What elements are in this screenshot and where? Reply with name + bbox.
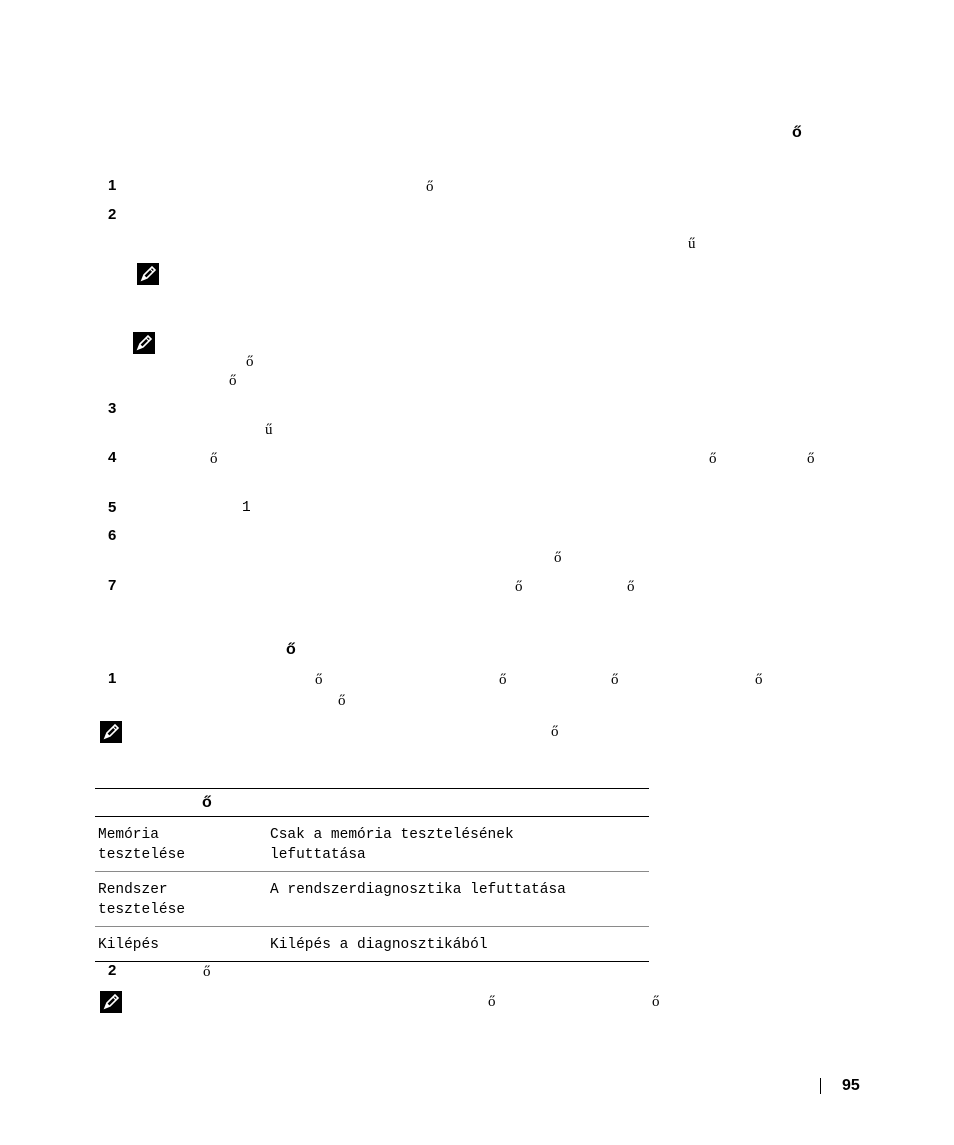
table-row [95, 872, 649, 927]
note-text-glyph: ő [652, 994, 660, 1010]
step-text-code: 1 [242, 500, 251, 516]
step-text-glyph: ő [210, 451, 218, 467]
step-number: 6 [108, 527, 117, 544]
step-text-glyph: ű [688, 236, 696, 252]
note-text-glyph: ő [229, 373, 237, 389]
step-number: 2 [108, 206, 117, 223]
step-number: 1 [108, 177, 117, 194]
step-text-glyph: ő [709, 451, 717, 467]
section-heading-glyph: ő [792, 124, 802, 141]
table-header-row [95, 789, 649, 817]
step-text-glyph: ő [499, 672, 507, 688]
function-cell: Kilépés a diagnosztikából [267, 927, 649, 962]
option-cell: Memória tesztelése [95, 817, 267, 872]
diagnostics-menu-table [95, 788, 649, 962]
note-pencil-icon [100, 721, 122, 743]
step-text-glyph: ő [426, 179, 434, 195]
step-number: 2 [108, 962, 117, 979]
note-text-glyph: ő [551, 724, 559, 740]
step-number: 7 [108, 577, 117, 594]
step-number: 3 [108, 400, 117, 417]
note-pencil-icon [133, 332, 155, 354]
footer-divider [820, 1078, 821, 1094]
step-number: 4 [108, 449, 117, 466]
option-cell: Kilépés [95, 927, 267, 962]
note-text-glyph: ő [488, 994, 496, 1010]
function-cell: A rendszerdiagnosztika lefuttatása [267, 872, 649, 927]
step-text-glyph: ű [265, 422, 273, 438]
step-text-glyph: ő [315, 672, 323, 688]
step-text-glyph: ő [627, 579, 635, 595]
option-cell: Rendszer tesztelése [95, 872, 267, 927]
step-text-glyph: ő [554, 550, 562, 566]
note-text-glyph: ő [246, 354, 254, 370]
step-text-glyph: ő [515, 579, 523, 595]
step-text-glyph: ő [755, 672, 763, 688]
step-number: 5 [108, 499, 117, 516]
note-pencil-icon [137, 263, 159, 285]
page-number: 95 [842, 1077, 860, 1094]
step-text-glyph: ő [807, 451, 815, 467]
step-text-glyph: ő [611, 672, 619, 688]
step-text-glyph: ő [203, 964, 211, 980]
step-text-glyph: ő [338, 693, 346, 709]
table-header: ő [95, 789, 649, 817]
note-pencil-icon [100, 991, 122, 1013]
section-heading-glyph: ő [286, 641, 296, 658]
table-row [95, 817, 649, 872]
step-number: 1 [108, 670, 117, 687]
function-cell: Csak a memória tesztelésének lefuttatása [267, 817, 649, 872]
table-row [95, 927, 649, 962]
